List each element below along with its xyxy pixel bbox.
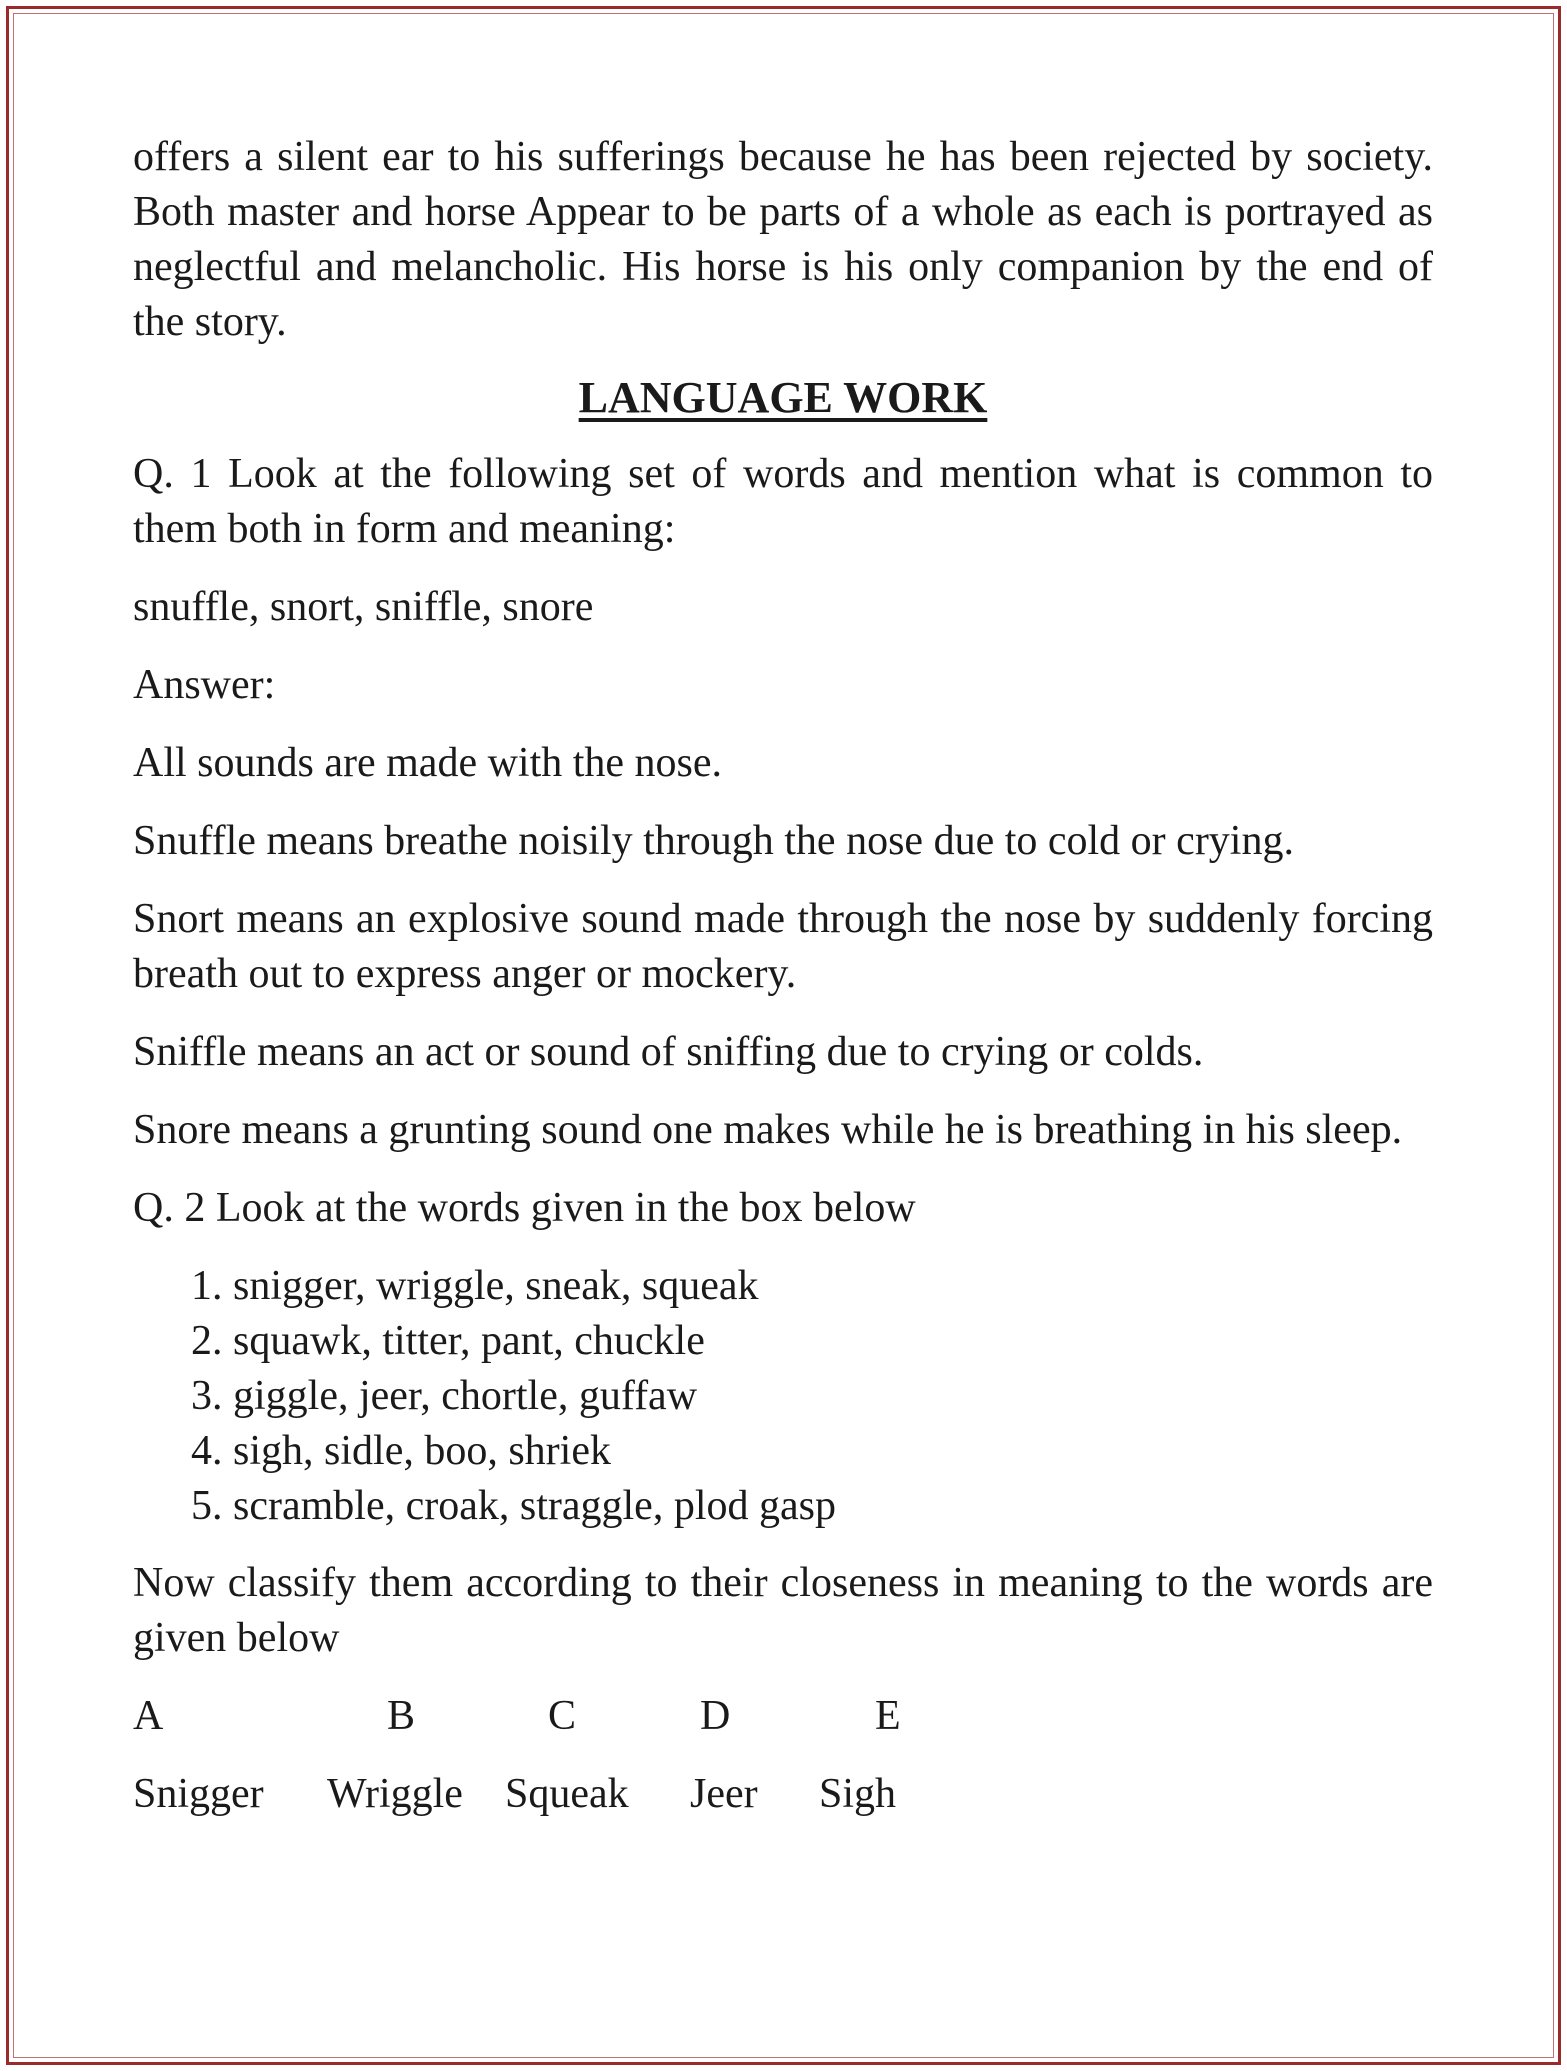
column-letter-e: E xyxy=(875,1693,901,1739)
q1-answer-3: Snort means an explosive sound made through the nose by suddenly forcing breath out to express anger or mockery. xyxy=(133,896,1433,997)
q2-instruction: Now classify them according to their closeness in meaning to the words are given below xyxy=(133,1560,1433,1661)
q2-question: Q. 2 Look at the words given in the box below xyxy=(133,1185,916,1231)
list-item: 5. scramble, croak, straggle, plod gasp xyxy=(233,1479,1433,1534)
list-item: 4. sigh, sidle, boo, shriek xyxy=(233,1424,1433,1479)
column-letter-c: C xyxy=(548,1693,577,1739)
q2-word-list xyxy=(133,1259,1433,1534)
column-word-d: Jeer xyxy=(690,1771,758,1817)
column-letter-a: A xyxy=(133,1693,164,1739)
column-word-c: Squeak xyxy=(505,1771,629,1817)
column-letters-row xyxy=(133,1689,1433,1744)
section-heading: LANGUAGE WORK xyxy=(578,373,988,422)
column-word-a: Snigger xyxy=(133,1771,264,1817)
column-words-row xyxy=(133,1767,1433,1822)
list-item: 3. giggle, jeer, chortle, guffaw xyxy=(233,1369,1433,1424)
q1-answer-4: Sniffle means an act or sound of sniffing due to crying or colds. xyxy=(133,1029,1204,1075)
q1-answer-5: Snore means a grunting sound one makes while he is breathing in his sleep. xyxy=(133,1107,1403,1153)
column-word-e: Sigh xyxy=(819,1771,897,1817)
column-letter-d: D xyxy=(700,1693,731,1739)
column-letter-b: B xyxy=(387,1693,416,1739)
q1-answer-1: All sounds are made with the nose. xyxy=(133,740,723,786)
column-word-b: Wriggle xyxy=(327,1771,463,1817)
list-item: 2. squawk, titter, pant, chuckle xyxy=(233,1314,1433,1369)
content xyxy=(133,130,1433,1845)
q1-question: Q. 1 Look at the following set of words and mention what is common to them both in form and meaning: xyxy=(133,451,1433,552)
q1-words: snuffle, snort, sniffle, snore xyxy=(133,584,594,630)
q1-answer-label: Answer: xyxy=(133,662,276,708)
list-item: 1. snigger, wriggle, sneak, squeak xyxy=(233,1259,1433,1314)
q1-answer-2: Snuffle means breathe noisily through the nose due to cold or crying. xyxy=(133,818,1294,864)
intro-paragraph: offers a silent ear to his sufferings because he has been rejected by society. Both master and horse Appear to be parts of a whole as each is portrayed as neglectful and melancholic. His horse is his only companion by the end of the story. xyxy=(133,134,1433,345)
